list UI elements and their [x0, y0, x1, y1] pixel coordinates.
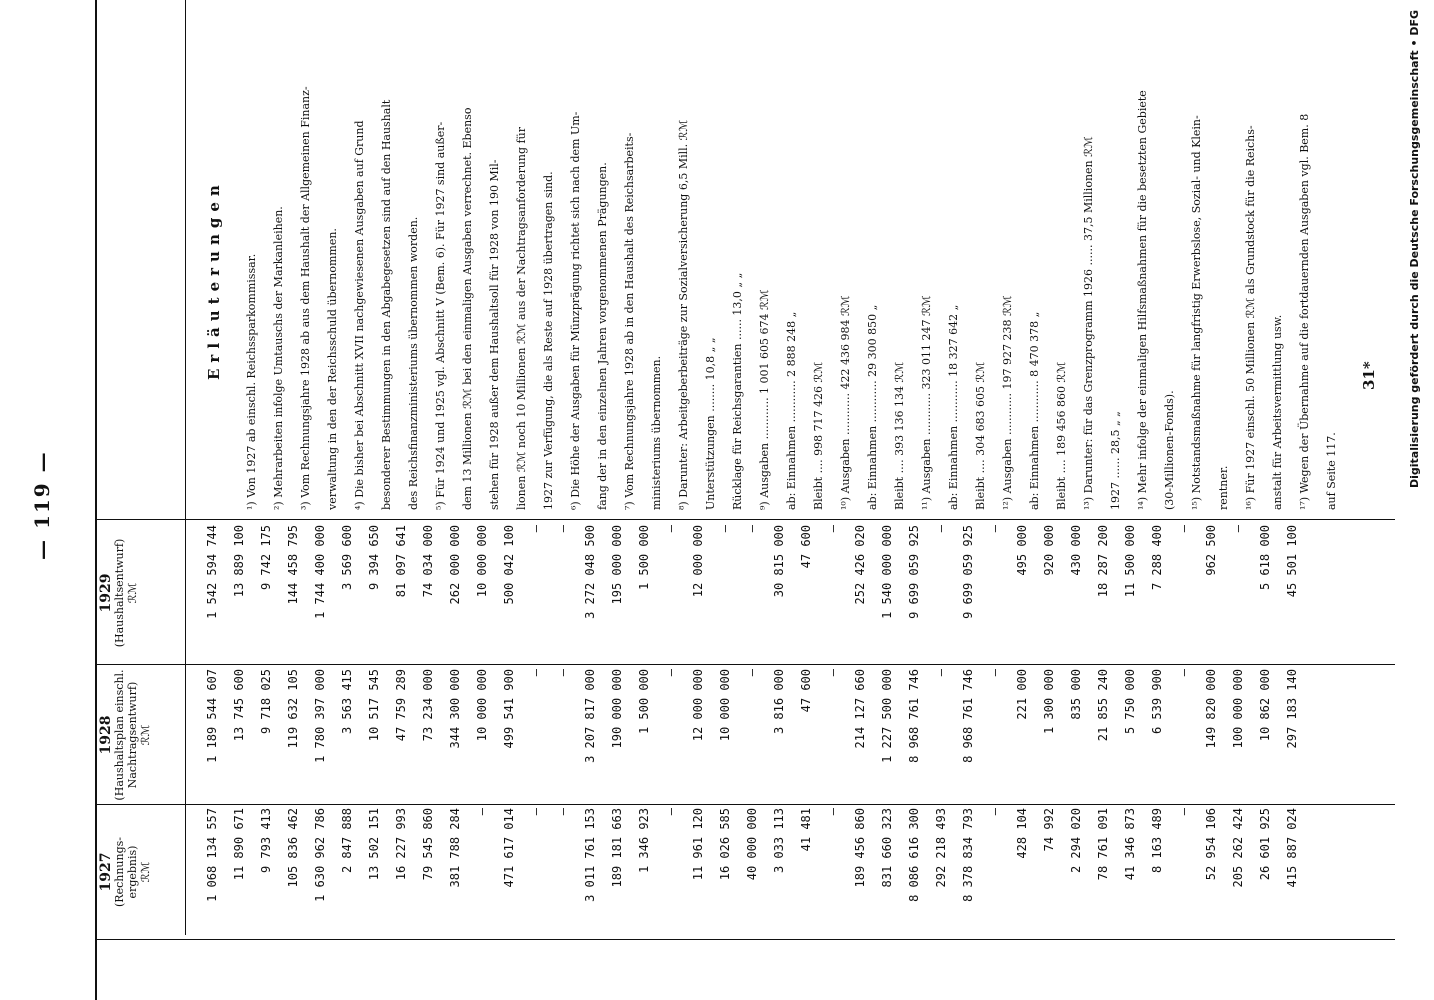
note-line: lionen ℛℳ noch 10 Millionen ℛℳ aus der Nachtragsanforderung für — [515, 127, 528, 510]
table-cell: 149 820 000 — [1204, 669, 1218, 749]
note-line: ⁹) Ausgaben ............ 1 001 605 674 ℛℳ — [758, 289, 771, 510]
note-line: ²) Mehrarbeiten infolge Umtauschs der Markanleihen. — [272, 206, 285, 510]
note-line: Bleibt .... 998 717 426 ℛℳ — [812, 361, 825, 510]
table-cell: — — [826, 808, 840, 816]
note-line: besonderer Bestimmungen in den Abgabegesetzen sind auf den Haushalt — [380, 99, 393, 510]
table-cell: 119 632 105 — [286, 669, 300, 749]
table-cell: 8 968 761 746 — [961, 669, 975, 763]
note-line: ¹¹) Ausgaben ............ 323 011 247 ℛℳ — [920, 295, 933, 510]
table-cell: 6 539 900 — [1150, 669, 1164, 735]
table-cell: 5 750 000 — [1123, 669, 1137, 735]
table-cell: 45 501 100 — [1285, 525, 1299, 598]
table-cell: 262 000 000 — [448, 525, 462, 605]
table-cell: 190 000 000 — [610, 669, 624, 749]
table-cell: 415 887 024 — [1285, 808, 1299, 888]
unit-1928: ℛℳ — [139, 724, 152, 746]
table-cell: — — [745, 525, 759, 533]
table-cell: 495 000 — [1015, 525, 1029, 576]
table-cell: — — [988, 669, 1002, 677]
note-line: des Reichsfinanzministeriums übernommen worden. — [407, 216, 420, 510]
table-cell: — — [556, 525, 570, 533]
table-cell: 73 234 000 — [421, 669, 435, 742]
table-cell: 47 759 289 — [394, 669, 408, 742]
table-cell: — — [664, 525, 678, 533]
table-cell: 11 961 120 — [691, 808, 705, 881]
note-line: ⁴) Die bisher bei Abschnitt XVII nachgewiesenen Ausgaben auf Grund — [353, 120, 366, 510]
note-line: ¹²) Ausgaben ............ 197 927 238 ℛℳ — [1001, 295, 1014, 510]
table-cell: — — [1177, 669, 1191, 677]
table-cell: 81 097 641 — [394, 525, 408, 598]
note-line: ab: Einnahmen ............ 8 470 378 „ — [1028, 311, 1041, 510]
table-cell: 430 000 — [1069, 525, 1083, 576]
sub-1929: (Haushaltsentwurf) — [113, 538, 126, 648]
table-cell: 10 000 000 — [475, 525, 489, 598]
table-cell: 189 181 663 — [610, 808, 624, 888]
table-cell: 12 000 000 — [691, 525, 705, 598]
note-line: stehen für 1928 außer dem Haushaltsoll für 1928 von 190 Mil- — [488, 159, 501, 510]
table-cell: 1 189 544 607 — [205, 669, 219, 763]
note-line: Bleibt .... 189 456 860 ℛℳ — [1055, 361, 1068, 510]
note-line: auf Seite 117. — [1325, 432, 1338, 510]
table-cell: 1 500 000 — [637, 669, 651, 735]
note-line: ³) Vom Rechnungsjahre 1928 ab aus dem Haushalt der Allgemeinen Finanz- — [299, 86, 312, 510]
table-cell: 8 086 616 300 — [907, 808, 921, 902]
table-cell: 1 346 923 — [637, 808, 651, 874]
table-cell: 2 294 020 — [1069, 808, 1083, 874]
col-sep-1 — [95, 939, 1395, 940]
table-cell: — — [934, 669, 948, 677]
col-sep-3 — [95, 664, 1395, 665]
table-cell: 3 569 600 — [340, 525, 354, 591]
table-cell: 13 745 600 — [232, 669, 246, 742]
table-cell: 3 011 761 153 — [583, 808, 597, 902]
table-cell: 10 000 000 — [475, 669, 489, 742]
note-line: verwaltung in den der Reichsschuld übernommen. — [326, 228, 339, 510]
table-cell: 11 890 671 — [232, 808, 246, 881]
table-cell: 100 000 000 — [1231, 669, 1245, 749]
table-cell: 3 033 113 — [772, 808, 786, 874]
note-line: ⁸) Darunter: Arbeitgeberbeiträge zur Sozialversicherung 6,5 Mill. ℛℳ — [677, 119, 690, 510]
table-cell: 8 968 761 746 — [907, 669, 921, 763]
table-cell: 1 068 134 557 — [205, 808, 219, 902]
table-cell: 9 718 025 — [259, 669, 273, 735]
table-cell: 297 183 140 — [1285, 669, 1299, 749]
table-top-rule — [95, 0, 97, 1000]
note-line: anstalt für Arbeitsvermittlung usw. — [1271, 314, 1284, 510]
table-cell: — — [718, 525, 732, 533]
table-cell: 3 272 048 500 — [583, 525, 597, 619]
note-line: ⁶) Die Höhe der Ausgaben für Münzprägung richtet sich nach dem Um- — [569, 111, 582, 510]
note-line: ¹⁷) Wegen der Übernahme auf die fortdauernden Ausgaben vgl. Bem. 8 — [1298, 113, 1311, 510]
table-cell: — — [826, 525, 840, 533]
table-cell: 21 855 240 — [1096, 669, 1110, 742]
table-cell: 10 517 545 — [367, 669, 381, 742]
table-cell: 344 300 000 — [448, 669, 462, 749]
table-cell: 52 954 106 — [1204, 808, 1218, 881]
table-cell: 74 034 000 — [421, 525, 435, 598]
table-cell: 16 026 585 — [718, 808, 732, 881]
col-sep-4 — [95, 519, 1395, 520]
table-cell: — — [1177, 808, 1191, 816]
table-cell: 12 000 000 — [691, 669, 705, 742]
note-line: ¹⁵) Notstandsmaßnahme für langfristig Erwerbslose, Sozial- und Klein- — [1190, 115, 1203, 510]
table-cell: 8 163 489 — [1150, 808, 1164, 874]
table-cell: 3 563 415 — [340, 669, 354, 735]
note-line: Rücklage für Reichsgarantien ...... 13,0 „ „ — [731, 272, 744, 510]
table-cell: 78 761 091 — [1096, 808, 1110, 881]
table-cell: 13 889 100 — [232, 525, 246, 598]
table-cell: — — [1231, 525, 1245, 533]
table-cell: — — [529, 669, 543, 677]
table-cell: 1 780 397 000 — [313, 669, 327, 763]
page-number: — 119 — — [30, 450, 54, 560]
note-line: fang der in den einzelnen Jahren vorgenommenen Prägungen. — [596, 162, 609, 510]
table-cell: — — [529, 808, 543, 816]
table-cell: 831 660 323 — [880, 808, 894, 888]
table-cell: 1 227 500 000 — [880, 669, 894, 763]
table-cell: — — [988, 525, 1002, 533]
note-line: ¹) Von 1927 ab einschl. Reichssparkommissar. — [245, 253, 258, 510]
table-cell: 26 601 925 — [1258, 808, 1272, 881]
header-1928 — [100, 667, 152, 803]
table-cell: — — [556, 808, 570, 816]
note-line: ministeriums übernommen. — [650, 355, 663, 510]
table-cell: 189 456 860 — [853, 808, 867, 888]
header-1929 — [100, 523, 139, 663]
note-line: Bleibt .... 304 683 605 ℛℳ — [974, 361, 987, 510]
table-cell: 500 042 100 — [502, 525, 516, 605]
table-cell: 499 541 900 — [502, 669, 516, 749]
table-cell: 381 788 284 — [448, 808, 462, 888]
table-cell: 1 630 962 786 — [313, 808, 327, 902]
table-cell: — — [664, 808, 678, 816]
sub-1927: (Rechnungs- ergebnis) — [113, 837, 139, 907]
note-line: ab: Einnahmen ............ 2 888 248 „ — [785, 311, 798, 510]
note-line: ¹³) Darunter: für das Grenzprogramm 1926 ...... 37,5 Millionen ℛℳ — [1082, 136, 1095, 510]
year-1929: 1929 — [98, 573, 114, 613]
table-cell: 195 000 000 — [610, 525, 624, 605]
note-line: ⁷) Vom Rechnungsjahre 1928 ab in den Haushalt des Reichsarbeits- — [623, 132, 636, 510]
table-cell: — — [664, 669, 678, 677]
table-cell: 9 394 650 — [367, 525, 381, 591]
table-cell: 41 481 — [799, 808, 813, 852]
table-cell: 8 378 834 793 — [961, 808, 975, 902]
table-cell: 9 793 413 — [259, 808, 273, 874]
table-cell: 1 500 000 — [637, 525, 651, 591]
table-cell: 221 000 — [1015, 669, 1029, 720]
table-cell: 74 992 — [1042, 808, 1056, 852]
unit-1927: ℛℳ — [139, 861, 152, 883]
table-cell: 1 300 000 — [1042, 669, 1056, 735]
notes-title: Erläuterungen — [205, 179, 223, 380]
note-line: Bleibt .... 393 136 134 ℛℳ — [893, 361, 906, 510]
table-cell: 835 000 — [1069, 669, 1083, 720]
table-cell: 214 127 660 — [853, 669, 867, 749]
note-line: Unterstützungen ........ 10,8 „ „ — [704, 337, 717, 510]
table-cell: 2 847 888 — [340, 808, 354, 874]
table-cell: 10 862 000 — [1258, 669, 1272, 742]
table-cell: — — [529, 525, 543, 533]
table-cell: 30 815 000 — [772, 525, 786, 598]
table-cell: 47 600 — [799, 525, 813, 569]
banner-text: Digitalisierung gefördert durch die Deutsche Forschungsgemeinschaft • DFG — [1408, 10, 1421, 489]
table-cell: 16 227 993 — [394, 808, 408, 881]
table-cell: 962 500 — [1204, 525, 1218, 576]
table-cell: 1 542 594 744 — [205, 525, 219, 619]
note-line: ¹⁰) Ausgaben ............ 422 436 984 ℛℳ — [839, 295, 852, 510]
table-cell: — — [988, 808, 1002, 816]
table-cell: 7 288 400 — [1150, 525, 1164, 591]
table-cell: 428 104 — [1015, 808, 1029, 859]
table-cell: 3 816 000 — [772, 669, 786, 735]
table-cell: 18 287 200 — [1096, 525, 1110, 598]
table-cell: 5 618 000 — [1258, 525, 1272, 591]
table-cell: 205 262 424 — [1231, 808, 1245, 888]
year-1927: 1927 — [98, 852, 114, 892]
table-cell: — — [745, 669, 759, 677]
table-cell: 40 000 000 — [745, 808, 759, 881]
note-line: 1927 zur Verfügung, die als Reste auf 1928 übertragen sind. — [542, 171, 555, 510]
table-cell: — — [826, 669, 840, 677]
table-cell: 3 207 817 000 — [583, 669, 597, 763]
table-cell: 252 426 020 — [853, 525, 867, 605]
table-cell: 1 744 400 000 — [313, 525, 327, 619]
table-cell: 292 218 493 — [934, 808, 948, 888]
note-line: dem 13 Millionen ℛℳ bei den einmaligen Ausgaben verrechnet. Ebenso — [461, 107, 474, 510]
col-sep-2 — [95, 804, 1395, 805]
table-cell: 10 000 000 — [718, 669, 732, 742]
table-head-rule — [185, 0, 186, 935]
table-cell: — — [934, 525, 948, 533]
table-cell: 9 742 175 — [259, 525, 273, 591]
table-cell: 920 000 — [1042, 525, 1056, 576]
table-cell: 13 502 151 — [367, 808, 381, 881]
table-cell: 41 346 873 — [1123, 808, 1137, 881]
note-line: ab: Einnahmen ............ 29 300 850 „ — [866, 304, 879, 510]
note-line: 1927 ...... 28,5 „ „ — [1109, 411, 1122, 510]
header-1927 — [100, 806, 152, 938]
table-cell: 79 545 860 — [421, 808, 435, 881]
footer-signature: 31* — [1360, 361, 1378, 390]
table-cell: — — [1177, 525, 1191, 533]
note-line: ¹⁴) Mehr infolge der einmaligen Hilfsmaßnahmen für die besetzten Gebiete — [1136, 90, 1149, 510]
table-cell: 9 699 059 925 — [907, 525, 921, 619]
note-line: rentner. — [1217, 465, 1230, 510]
note-line: (30-Millionen-Fonds). — [1163, 390, 1176, 510]
table-cell: 105 836 462 — [286, 808, 300, 888]
year-1928: 1928 — [98, 715, 114, 755]
sub-1928: (Haushaltsplan einschl. Nachtragsentwurf) — [113, 669, 139, 801]
note-line: ab: Einnahmen ............ 18 327 642 „ — [947, 304, 960, 510]
table-cell: 47 600 — [799, 669, 813, 713]
unit-1929: ℛℳ — [126, 582, 139, 604]
table-cell: — — [556, 669, 570, 677]
table-cell: — — [475, 808, 489, 816]
note-line: ¹⁶) Für 1927 einschl. 50 Millionen ℛℳ als Grundstock für die Reichs- — [1244, 125, 1257, 510]
table-cell: 144 458 795 — [286, 525, 300, 605]
table-cell: 9 699 059 925 — [961, 525, 975, 619]
note-line: ⁵) Für 1924 und 1925 vgl. Abschnitt V (Bem. 6). Für 1927 sind außer- — [434, 121, 447, 510]
table-cell: 471 617 014 — [502, 808, 516, 888]
table-cell: 1 540 000 000 — [880, 525, 894, 619]
table-cell: 11 500 000 — [1123, 525, 1137, 598]
